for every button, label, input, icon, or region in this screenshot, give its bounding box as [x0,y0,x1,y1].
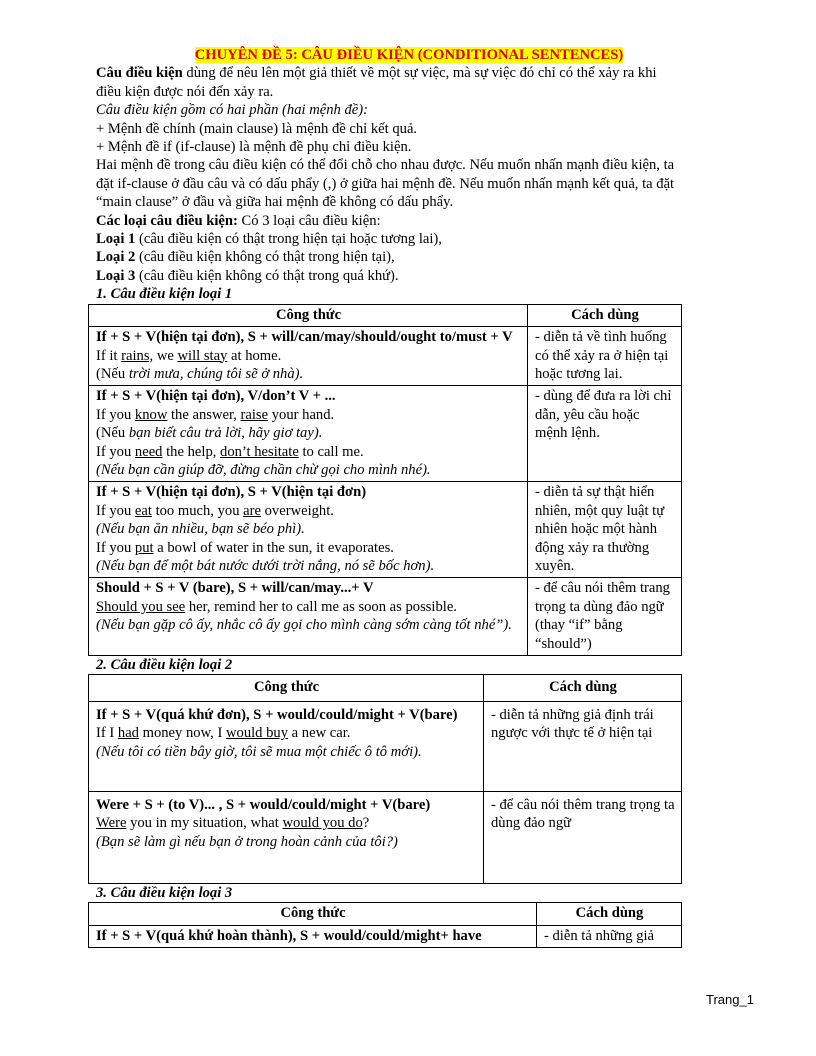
main-clause-line: + Mệnh đề chính (main clause) là mệnh đề chỉ kết quả. [96,120,418,137]
formula-cell: Were + S + (to V)... , S + would/could/might + V(bare) Were you in my situation, what would you do? (Bạn sẽ làm gì nếu bạn ở trong hoàn cảnh của tôi?) [89,791,484,883]
table-row [89,791,682,883]
types-line: Các loại câu điều kiện: Có 3 loại câu điều kiện: [96,212,381,229]
table-row [89,701,682,791]
table-row [89,482,682,578]
table-row [89,578,682,656]
table-row [89,327,682,386]
header-formula: Công thức [89,903,537,925]
formula-cell: If + S + V(quá khứ hoàn thành), S + would/could/might+ have [89,925,537,947]
if-clause-line: + Mệnh đề if (if-clause) là mệnh đề phụ chỉ điều kiện. [96,139,412,156]
type1-line: Loại 1 (câu điều kiện có thật trong hiện tại hoặc tương lai), [96,231,442,248]
table-header-row [89,675,682,701]
document-title: CHUYÊN ĐỀ 5: CÂU ĐIỀU KIỆN (CONDITIONAL SENTENCES) [194,47,624,63]
table-header-row [89,304,682,326]
swap-paragraph: Hai mệnh đề trong câu điều kiện có thể đổi chỗ cho nhau được. Nếu muốn nhấn mạnh điều kiện, ta đặt if-clause ở đầu câu và có dấu phẩy (,) ở giữa hai mệnh đề. Nếu muốn nhấn mạnh kết quả, ta đặt “main clause” ở đầu và giữa hai mệnh đề không có dấu phẩy. [96,157,675,211]
formula-cell: Should + S + V (bare), S + will/can/may...+ V Should you see her, remind her to call me as soon as possible. (Nếu bạn gặp cô ấy, nhắc cô ấy gọi cho mình càng sớm càng tốt nhé”). [89,578,528,656]
type2-line: Loại 2 (câu điều kiện không có thật trong hiện tại), [96,249,395,266]
formula-cell: If + S + V(hiện tại đơn), V/don’t V + ... If you know the answer, raise your hand. (Nếu bạn biết câu trả lời, hãy giơ tay). If you need the help, don’t hesitate to call me. (Nếu bạn cần giúp đỡ, đừng chần chừ gọi cho mình nhé). [89,386,528,482]
section1-heading: 1. Câu điều kiện loại 1 [96,286,233,303]
header-formula: Công thức [89,675,484,701]
section3-heading: 3. Câu điều kiện loại 3 [96,884,233,901]
usage-cell: - để câu nói thêm trang trọng ta dùng đảo ngữ (thay “if” bằng “should”) [528,578,682,656]
parts-line: Câu điều kiện gồm có hai phần (hai mệnh đề): [96,102,368,119]
page-number: Trang_1 [706,992,754,1007]
usage-cell: - để câu nói thêm trang trọng ta dùng đảo ngữ [484,791,682,883]
usage-cell: - diễn tả sự thật hiển nhiên, một quy luật tự nhiên hoặc một hành động xảy ra thường xuyên. [528,482,682,578]
table-row [89,925,682,947]
type2-table [88,674,682,883]
usage-cell: - dùng để đưa ra lời chỉ dẫn, yêu cầu hoặc mệnh lệnh. [528,386,682,482]
type3-table [88,902,682,948]
table-header-row [89,903,682,925]
usage-cell: - diễn tả những giả định trái ngược với thực tế ở hiện tại [484,701,682,791]
usage-cell: - diễn tả những giả [537,925,682,947]
header-usage: Cách dùng [528,304,682,326]
usage-cell: - diễn tả về tình huống có thể xảy ra ở hiện tại hoặc tương lai. [528,327,682,386]
formula-cell: If + S + V(hiện tại đơn), S + will/can/may/should/ought to/must + V If it rains, we will stay at home. (Nếu trời mưa, chúng tôi sẽ ở nhà). [89,327,528,386]
header-usage: Cách dùng [484,675,682,701]
formula-cell: If + S + V(quá khứ đơn), S + would/could/might + V(bare) If I had money now, I would buy a new car. (Nếu tôi có tiền bây giờ, tôi sẽ mua một chiếc ô tô mới). [89,701,484,791]
section2-heading: 2. Câu điều kiện loại 2 [96,657,233,673]
document-page [96,46,682,948]
header-usage: Cách dùng [537,903,682,925]
definition-paragraph: Câu điều kiện dùng để nêu lên một giả thiết về một sự việc, mà sự việc đó chỉ có thể xảy ra khi điều kiện được nói đến xảy ra. [96,65,657,100]
formula-cell: If + S + V(hiện tại đơn), S + V(hiện tại đơn) If you eat too much, you are overweight. (Nếu bạn ăn nhiều, bạn sẽ béo phì). If you put a bowl of water in the sun, it evaporates. (Nếu bạn để một bát nước dưới trời nắng, nó sẽ bốc hơn). [89,482,528,578]
type1-table [88,304,682,656]
header-formula: Công thức [89,304,528,326]
table-row [89,386,682,482]
type3-line: Loại 3 (câu điều kiện không có thật trong quá khứ). [96,267,399,284]
